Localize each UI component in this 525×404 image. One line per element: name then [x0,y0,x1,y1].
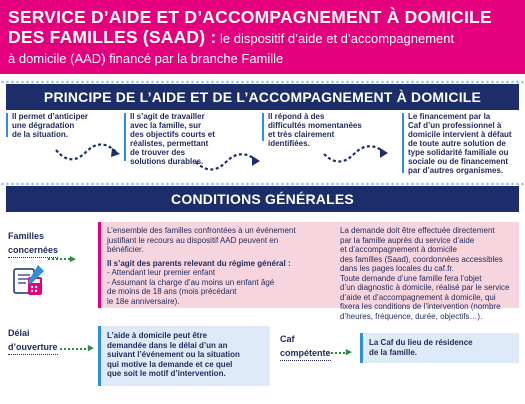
demande-box [336,222,519,321]
caf-box [360,333,519,363]
familles-bullet: - Attendant leur premier enfant [107,268,216,277]
wave-arrow-icon [194,150,264,174]
dotted-connector [328,352,348,354]
conditions-banner: CONDITIONS GÉNÉRALES [6,186,519,212]
caf-label-line2: compétente [280,346,331,361]
wave-arrow-icon [322,142,392,166]
principe-banner: PRINCIPE DE L’AIDE ET DE L’ACCOMPAGNEMENT À DOMICILE [6,84,519,110]
familles-text: L’ensemble des familles confrontées à un événement justifiant le recours au dispositif AAD peuvent en bénéficier. [107,226,296,254]
principle-bar [6,113,8,137]
principle-bar [124,113,126,161]
principle-bar [262,113,264,141]
delai-label-line1: Délai [8,328,30,338]
caf-text: La Caf du lieu de résidence de la famille. [369,338,473,357]
header-subtitle-part: le dispositif d’aide et d’accompagnement [216,31,455,46]
header-title-line2 [8,27,517,49]
caf-label-line1: Caf [280,334,295,344]
familles-box [98,222,336,308]
wave-arrow-icon [54,140,124,164]
arrow-right-icon: ▸ [88,342,94,354]
dotted-connector [60,348,90,350]
header-title-line1: SERVICE D’AIDE ET D’ACCOMPAGNEMENT À DOMICILE [8,7,492,27]
arrow-right-icon: ▸ [346,346,352,358]
page-header [0,0,525,74]
familles-label-line1: Familles [8,231,45,241]
delai-text: L’aide à domicile peut être demandée dans le délai d’un an suivant l’événement ou la situation qui motive la demande et ce quel que soit le motif d’intervention. [107,331,240,378]
familles-label [8,229,58,258]
familles-bullet: - Assumant la charge d’au moins un enfant âgé de moins de 18 ans (mois précédant le 18e anniversaire). [107,277,275,306]
arrow-right-icon: ▸ [70,253,76,265]
caf-label [280,332,331,361]
principle-item-4: Le financement par la Caf d’un professionnel à domicile intervient à défaut de toute autre solution de type solidarité familiale ou sociale ou de financement par d’autres organismes. [408,112,512,175]
dotted-connector [48,258,70,260]
header-title-bold: DES FAMILLES (SAAD) : [8,27,217,47]
header-subtitle-line3: à domicile (AAD) financé par la branche Famille [8,51,284,66]
principle-item-2: Il s’agit de travailler avec la famille, sur des objectifs courts et réalistes, permettant de trouver des solutions durables. [130,112,215,166]
delai-box [98,326,270,386]
delai-label-line2: d’ouverture [8,340,58,355]
calculator-document-icon [12,263,46,297]
delai-label [8,326,58,355]
principle-bar [402,113,404,173]
principle-item-1: Il permet d’anticiper une dégradation de la situation. [12,112,89,139]
principle-item-3: Il répond à des difficultés momentanées et très clairement identifiées. [268,112,362,148]
demande-text: La demande doit être effectuée directement par la famille auprès du service d’aide et d’accompagnement à domicile des familles (Saad), coordonnées accessibles dans les pages locales du caf.fr. Toute demande d’une famille fera l’objet d’un diagnostic à domicile, réalisé par le service d’aide et d’accompagnement à domicile, qui fixera les conditions de l’intervention (nombre d’heures, fréquence, durée, objectifs…). [340,226,510,321]
familles-regime-title: Il s’agit des parents relevant du régime général : [107,258,291,268]
familles-label-line2: concernées [8,243,58,258]
